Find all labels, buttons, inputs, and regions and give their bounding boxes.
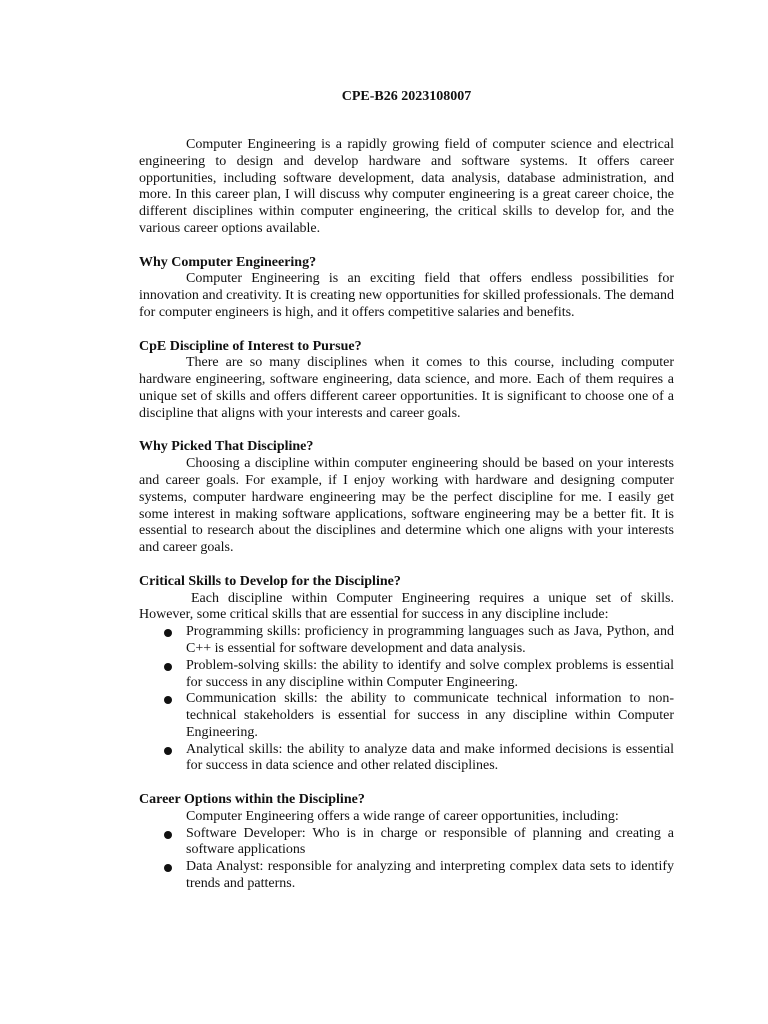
list-item-text: Analytical skills: the ability to analyze data and make informed decisions is essential for success in data science and other related disciplines. — [186, 741, 674, 774]
career-list — [139, 826, 674, 893]
list-item — [139, 742, 674, 776]
bullet-icon — [164, 629, 172, 637]
section-discipline-of-interest — [139, 339, 674, 423]
document-body — [139, 137, 674, 893]
document-title: CPE-B26 2023108007 — [341, 89, 472, 104]
list-item — [139, 859, 674, 893]
list-item-text: Data Analyst: responsible for analyzing and interpreting complex data sets to identify trends and patterns. — [186, 859, 674, 892]
skills-list — [139, 624, 674, 775]
list-item — [139, 624, 674, 658]
intro-paragraph: Computer Engineering is a rapidly growing field of computer science and electrical engineering to design and develop hardware and software systems. It offers career opportunities, including software development, data analysis, database administration, and more. In this career plan, I will discuss why computer engineering is a great career choice, the different disciplines within computer engineering, the critical skills to develop for, and the various career options available. — [139, 137, 674, 236]
section-critical-skills — [139, 574, 674, 776]
section-paragraph: Computer Engineering offers a wide range of career opportunities, including: — [186, 808, 619, 824]
bullet-icon — [164, 696, 172, 704]
section-why-picked-discipline — [139, 439, 674, 557]
section-paragraph: There are so many disciplines when it comes to this course, including computer hardware engineering, software engineering, data science, and more. Each of them requires a unique set of skills and offers different career opportunities. It is significant to choose one of a discipline that aligns with your interests and career goals. — [139, 355, 674, 421]
section-paragraph: Computer Engineering is an exciting field that offers endless possibilities for innovation and creativity. It is creating new opportunities for skilled professionals. The demand for computer engineers is high, and it offers competitive salaries and benefits. — [139, 271, 674, 320]
section-heading: Critical Skills to Develop for the Discipline? — [139, 573, 401, 589]
bullet-icon — [164, 831, 172, 839]
list-item — [139, 658, 674, 692]
section-paragraph: Choosing a discipline within computer engineering should be based on your interests and career goals. For example, if I enjoy working with hardware and designing computer systems, computer hardware engineering may be the perfect discipline for me. I easily get some interest in making software applications, software engineering may be a better fit. It is essential to research about the disciplines and determine which one aligns with your interests and career goals. — [139, 456, 674, 556]
section-heading: Career Options within the Discipline? — [139, 792, 365, 808]
section-heading: CpE Discipline of Interest to Pursue? — [139, 338, 362, 354]
list-item — [139, 691, 674, 741]
bullet-icon — [164, 747, 172, 755]
list-item — [139, 826, 674, 860]
section-why-computer-engineering — [139, 255, 674, 322]
bullet-icon — [164, 864, 172, 872]
section-heading: Why Computer Engineering? — [139, 254, 317, 270]
list-item-text: Problem-solving skills: the ability to identify and solve complex problems is essential for success in any discipline within Computer Engineering. — [186, 657, 674, 690]
list-item-text: Communication skills: the ability to communicate technical information to non-technical stakeholders is essential for success in any discipline within Computer Engineering. — [186, 691, 674, 740]
section-career-options — [139, 792, 674, 893]
list-item-text: Software Developer: Who is in charge or responsible of planning and creating a software applications — [186, 825, 674, 858]
section-paragraph: Each discipline within Computer Engineering requires a unique set of skills. However, some critical skills that are essential for success in any discipline include: — [139, 590, 674, 623]
list-item-text: Programming skills: proficiency in programming languages such as Java, Python, and C++ is essential for software development and data analysis. — [186, 624, 674, 656]
section-heading: Why Picked That Discipline? — [139, 439, 314, 455]
bullet-icon — [164, 663, 172, 671]
